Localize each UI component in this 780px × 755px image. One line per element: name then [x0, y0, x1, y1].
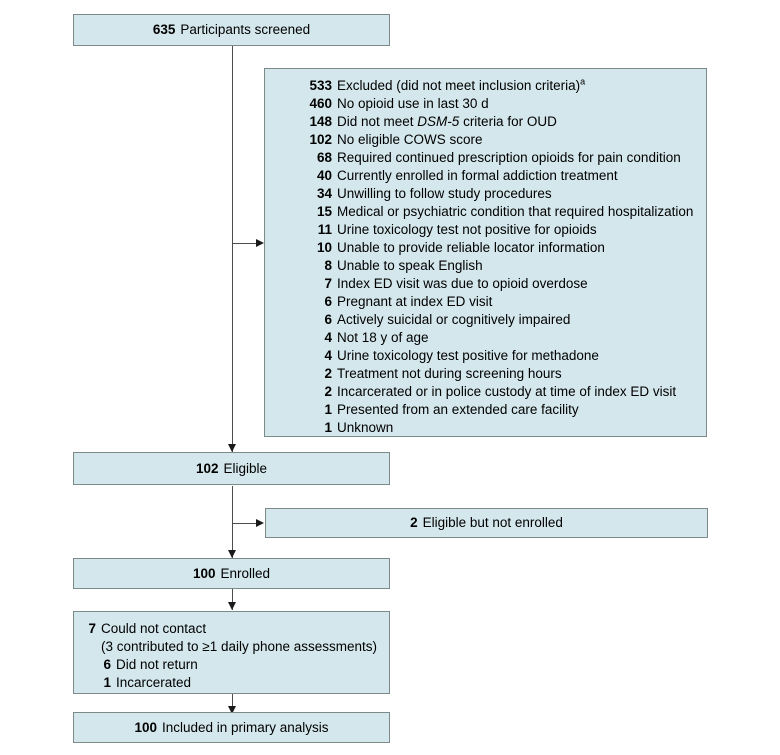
excluded-reason-label: Presented from an extended care facility	[337, 402, 579, 417]
enrolled-count: 100	[192, 565, 216, 581]
analyzed-label: Included in primary analysis	[161, 719, 329, 735]
excluded-reason-row	[265, 365, 706, 383]
excluded-reason-label: Unable to provide reliable locator information	[337, 240, 605, 255]
excluded-reason-count: 8	[324, 258, 332, 273]
excluded-reason-count: 148	[309, 114, 332, 129]
excluded-reason-count: 34	[316, 186, 332, 201]
contact-note-row	[74, 638, 389, 656]
contact-header-label: Could not contact	[101, 621, 207, 636]
excluded-reason-count: 68	[316, 150, 332, 165]
excluded-reason-label: Treatment not during screening hours	[337, 366, 562, 381]
analyzed-count: 100	[134, 719, 157, 735]
excluded-reason-row	[265, 383, 706, 401]
excluded-reason-row	[265, 203, 706, 221]
excluded-reason-row	[265, 419, 706, 437]
contact-reason-list	[74, 656, 389, 692]
excluded-reason-label: Did not meet DSM-5 criteria for OUD	[337, 114, 557, 129]
excluded-reason-count: 2	[324, 366, 332, 381]
excluded-reason-count: 11	[317, 222, 332, 237]
contact-note: (3 contributed to ≥1 daily phone assessments)	[101, 639, 378, 654]
excluded-reason-row	[265, 347, 706, 365]
arrowhead-to-not-enrolled	[256, 519, 264, 527]
footnote-marker-a: a	[580, 76, 586, 87]
excluded-reason-row	[265, 239, 706, 257]
excluded-reason-label: Incarcerated or in police custody at time of index ED visit	[337, 384, 677, 399]
arrowhead-to-eligible	[228, 444, 236, 452]
excluded-reason-row	[265, 329, 706, 347]
excluded-reason-label: Required continued prescription opioids for pain condition	[337, 150, 681, 165]
arrowhead-to-contact	[228, 602, 236, 610]
excluded-reason-count: 460	[309, 96, 332, 111]
box-participants-screened	[73, 14, 390, 46]
contact-header-row	[74, 620, 389, 638]
box-included-primary-analysis	[73, 712, 390, 743]
excluded-reason-count: 40	[316, 168, 332, 183]
contact-reason-label: Did not return	[116, 657, 198, 672]
excluded-reason-count: 1	[324, 420, 332, 435]
excluded-reason-row	[265, 221, 706, 239]
excluded-reason-count: 15	[316, 204, 332, 219]
excluded-reason-label: Unwilling to follow study procedures	[337, 186, 552, 201]
eligible-count: 102	[195, 460, 219, 476]
excluded-reason-label: Not 18 y of age	[337, 330, 429, 345]
box-eligible	[73, 452, 390, 485]
contact-reason-count: 6	[103, 657, 111, 672]
connector-to-excluded	[232, 243, 258, 244]
excluded-reason-row	[265, 131, 706, 149]
excluded-reason-count: 102	[309, 132, 332, 147]
contact-reason-label: Incarcerated	[116, 675, 192, 690]
excluded-reason-count: 6	[324, 312, 332, 327]
enrolled-label: Enrolled	[220, 565, 271, 581]
excluded-reason-row	[265, 275, 706, 293]
excluded-reason-count: 4	[324, 348, 332, 363]
not-enrolled-count: 2	[410, 515, 418, 530]
excluded-reason-row	[265, 95, 706, 113]
arrowhead-to-excluded	[256, 239, 264, 247]
connector-screened-to-eligible	[232, 46, 233, 452]
excluded-header-count: 533	[309, 78, 332, 93]
eligible-label: Eligible	[223, 460, 268, 476]
excluded-reason-row	[265, 113, 706, 131]
connector-eligible-to-enrolled	[232, 486, 233, 558]
not-enrolled-label: Eligible but not enrolled	[422, 515, 563, 530]
connector-to-not-enrolled	[232, 523, 258, 524]
screened-count: 635	[152, 22, 176, 37]
excluded-reason-label: Medical or psychiatric condition that required hospitalization	[337, 204, 694, 219]
excluded-reason-label: Actively suicidal or cognitively impaired	[337, 312, 571, 327]
excluded-reason-row	[265, 401, 706, 419]
excluded-header-label: Excluded (did not meet inclusion criteria)$^a$	[337, 76, 586, 93]
excluded-reason-count: 10	[316, 240, 332, 255]
screened-label: Participants screened	[180, 22, 311, 37]
excluded-reason-list	[265, 95, 706, 437]
excluded-reason-label: Urine toxicology test positive for methadone	[337, 348, 599, 363]
excluded-reason-count: 7	[324, 276, 332, 291]
excluded-reason-count: 4	[324, 330, 332, 345]
excluded-reason-label: Unknown	[337, 420, 394, 435]
excluded-reason-count: 2	[324, 384, 332, 399]
excluded-header-row	[265, 77, 706, 95]
excluded-reason-label: Pregnant at index ED visit	[337, 294, 493, 309]
excluded-reason-row	[265, 311, 706, 329]
excluded-reason-count: 1	[324, 402, 332, 417]
box-excluded	[264, 68, 707, 437]
contact-reason-row	[74, 674, 389, 692]
excluded-reason-row	[265, 185, 706, 203]
box-could-not-contact	[73, 611, 390, 694]
excluded-reason-row	[265, 257, 706, 275]
contact-reason-row	[74, 656, 389, 674]
excluded-reason-label: Currently enrolled in formal addiction treatment	[337, 168, 618, 183]
arrowhead-to-enrolled	[228, 550, 236, 558]
excluded-reason-label: No opioid use in last 30 d	[337, 96, 489, 111]
box-eligible-not-enrolled	[265, 508, 708, 538]
excluded-reason-row	[265, 167, 706, 185]
excluded-reason-label: Unable to speak English	[337, 258, 483, 273]
contact-header-count: 7	[88, 621, 96, 636]
contact-reason-count: 1	[103, 675, 111, 690]
box-enrolled	[73, 558, 390, 589]
excluded-reason-label: Urine toxicology test not positive for opioids	[337, 222, 597, 237]
excluded-reason-count: 6	[324, 294, 332, 309]
excluded-reason-label: No eligible COWS score	[337, 132, 483, 147]
excluded-reason-label: Index ED visit was due to opioid overdose	[337, 276, 588, 291]
excluded-reason-row	[265, 293, 706, 311]
excluded-reason-row	[265, 149, 706, 167]
